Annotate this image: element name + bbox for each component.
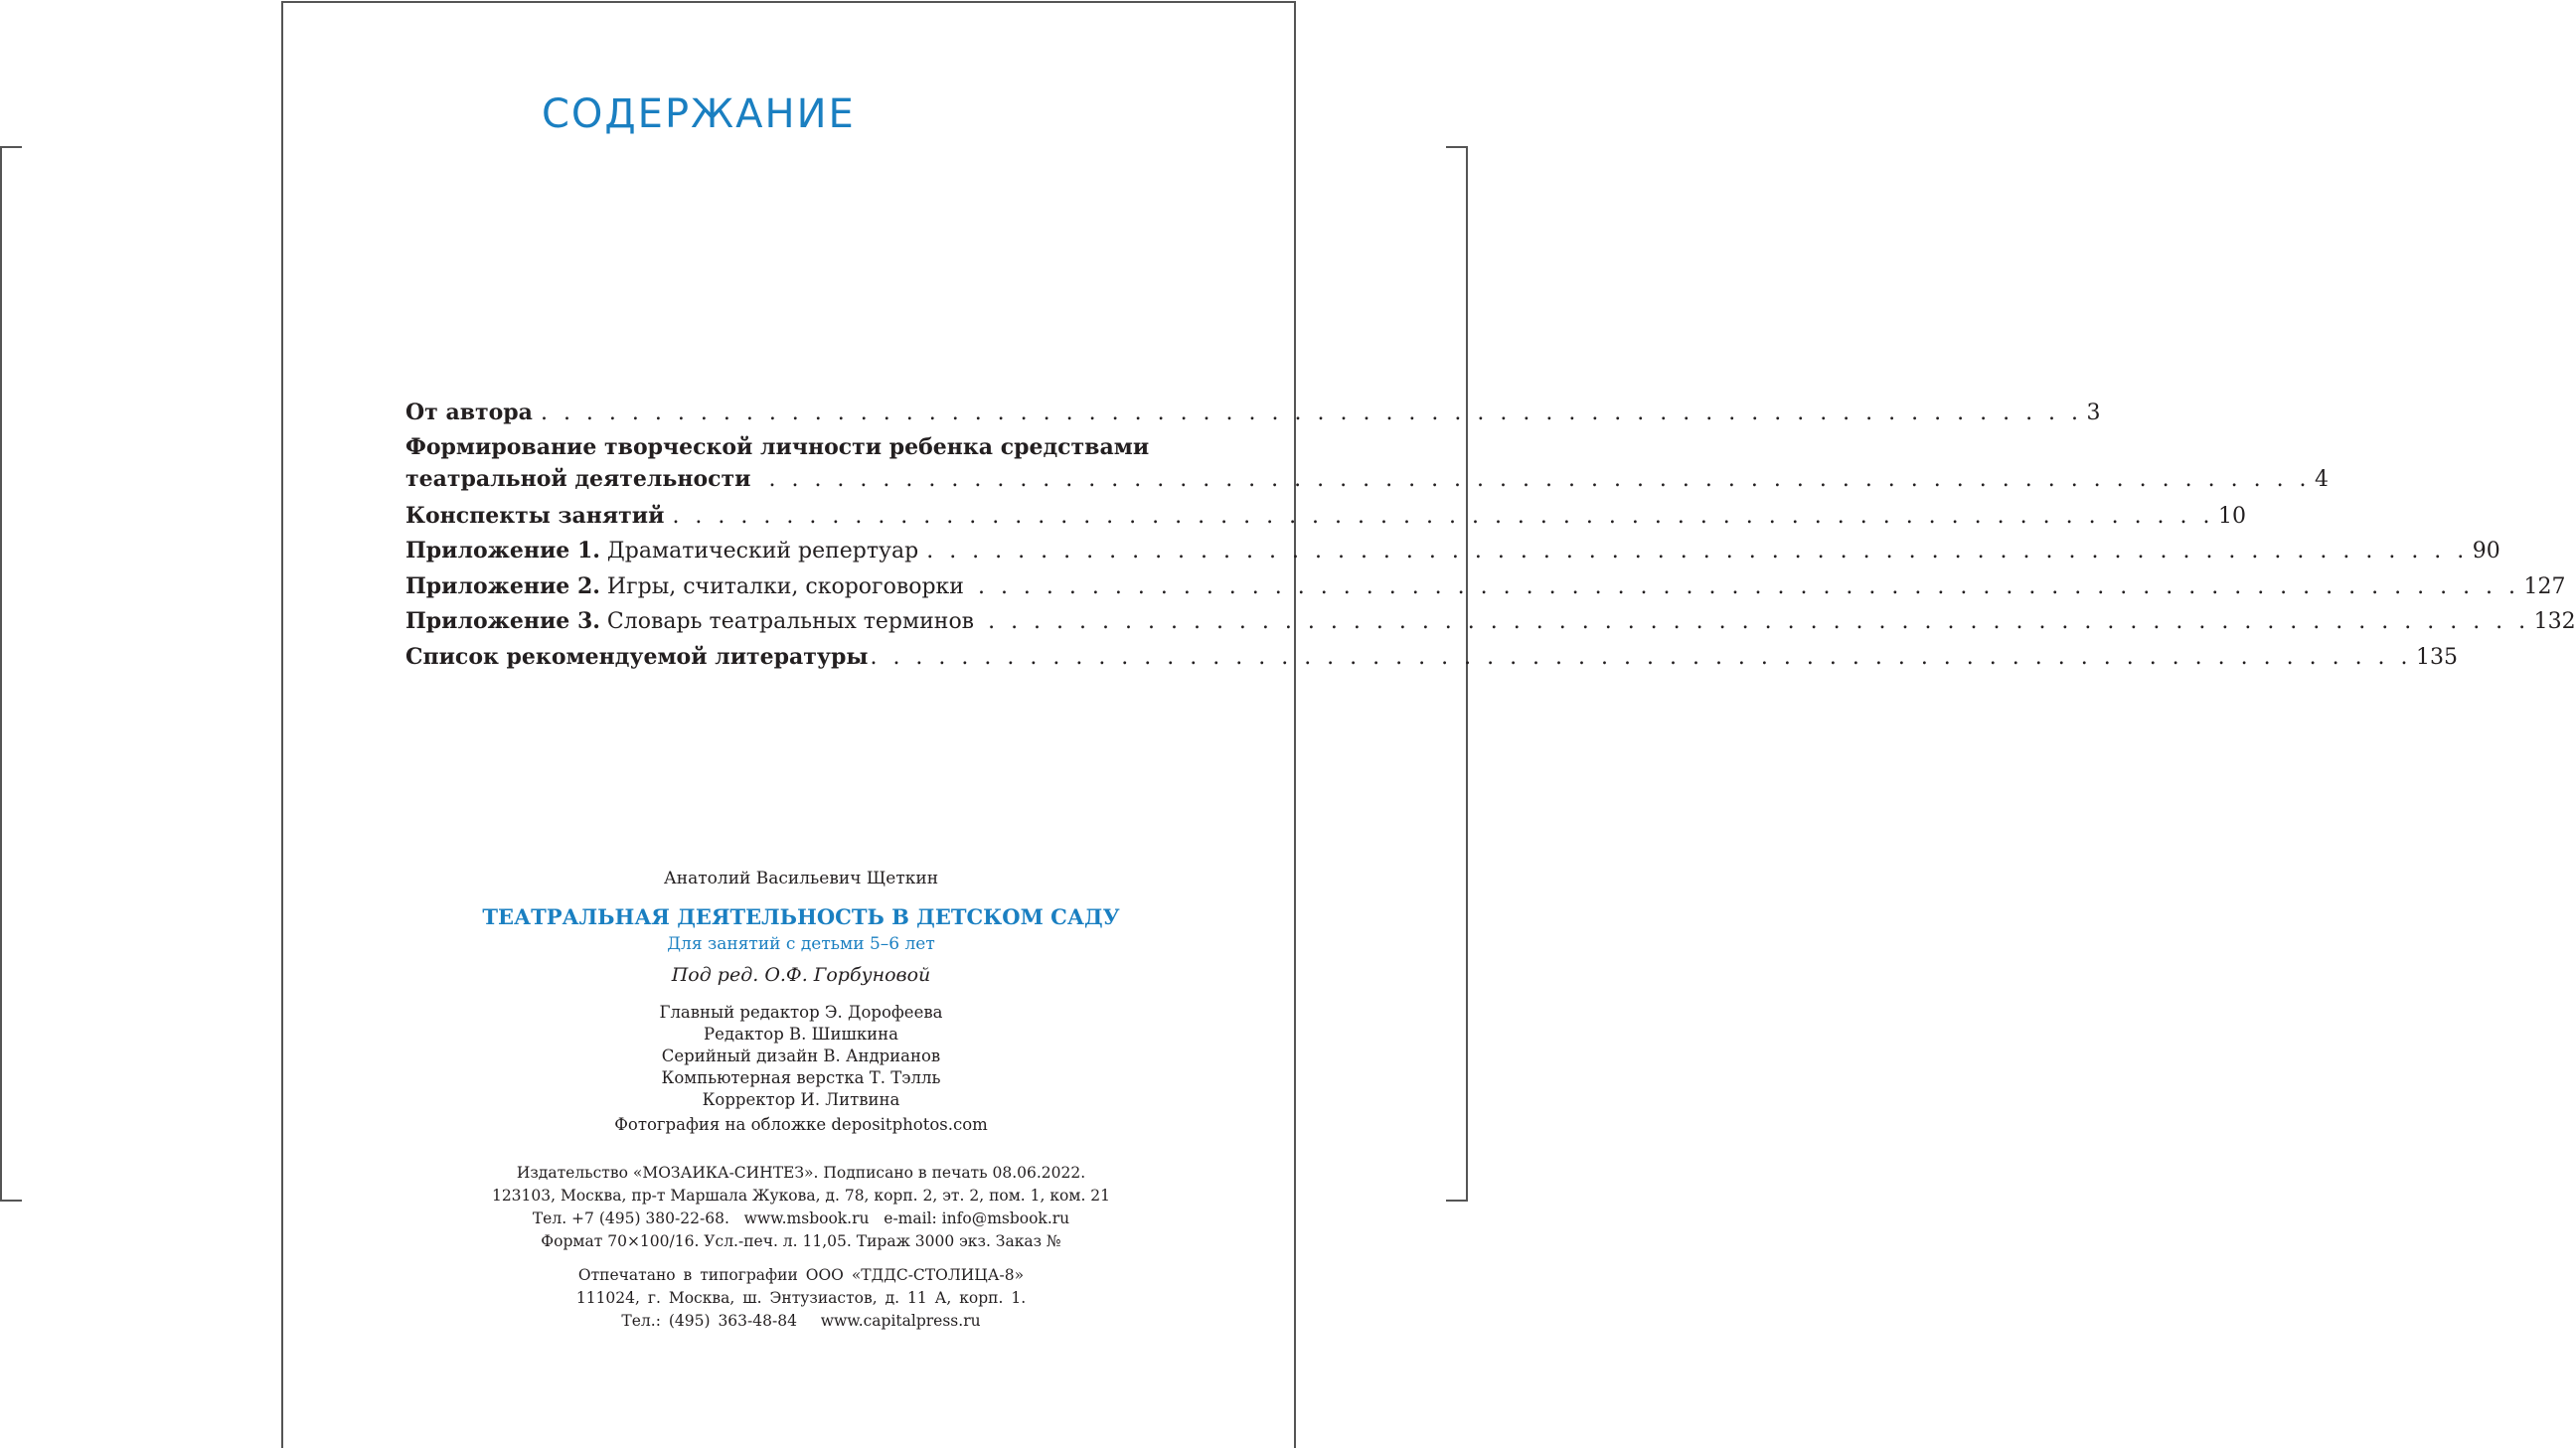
toc-entry-heading: Конспекты занятий bbox=[405, 502, 665, 529]
imprint-edited-by: Под ред. О.Ф. Горбуновой bbox=[671, 964, 931, 986]
toc-entry-from-author[interactable] bbox=[405, 396, 2101, 431]
toc-leader-dots: . . . . . . . . . . . . . . . . . . . . . . . . . . . . . . . . . . . . . . . . . . . . . . . . . . . . . . . . . . . . . . . . . . . . bbox=[672, 503, 2215, 529]
credit-line: Главный редактор Э. Дорофеева bbox=[659, 1003, 943, 1022]
toc-page-number: 90 bbox=[2472, 539, 2500, 564]
imprint-printer bbox=[298, 1264, 1304, 1333]
printer-line: Тел.: (495) 363-48-84 www.capitalpress.ru bbox=[621, 1312, 981, 1330]
toc-entry-appendix-2[interactable] bbox=[405, 569, 2566, 605]
toc-entry-references[interactable] bbox=[405, 640, 2459, 676]
trim-mark-right-foot bbox=[1294, 1438, 1296, 1448]
toc-leader-dots: . . . . . . . . . . . . . . . . . . . . . . . . . . . . . . . . . . . . . . . . . . . . . . . . . . . . . . . . . . . . . . . . . . . . bbox=[870, 644, 2413, 670]
crop-mark-left bbox=[0, 146, 22, 1202]
publisher-line: Тел. +7 (495) 380-22-68. www.msbook.ru e-mail: info@msbook.ru bbox=[532, 1209, 1070, 1227]
toc-entry-formation[interactable] bbox=[405, 431, 1199, 463]
toc-leader-dots: . . . . . . . . . . . . . . . . . . . . . . . . . . . . . . . . . . . . . . . . . . . . . . . . . . . . . . . . . . . . . . . . . . . . bbox=[988, 609, 2530, 634]
table-of-contents bbox=[405, 396, 2576, 675]
toc-entry-heading: театральной деятельности bbox=[405, 465, 751, 492]
printer-line: 111024, г. Москва, ш. Энтузиастов, д. 11 А, корп. 1. bbox=[575, 1289, 1027, 1307]
imprint-publisher bbox=[298, 1162, 1304, 1253]
toc-entry-heading: Приложение 3. bbox=[405, 608, 600, 634]
credit-line: Серийный дизайн В. Андрианов bbox=[661, 1047, 941, 1065]
imprint-book-title: ТЕАТРАЛЬНАЯ ДЕЯТЕЛЬНОСТЬ В ДЕТСКОМ САДУ bbox=[482, 904, 1120, 929]
credit-line: Корректор И. Литвина bbox=[702, 1090, 900, 1109]
trim-mark-left-foot bbox=[281, 1438, 283, 1448]
toc-leader-dots: . . . . . . . . . . . . . . . . . . . . . . . . . . . . . . . . . . . . . . . . . . . . . . . . . . . . . . . . . . . . . . . . . . . . bbox=[926, 539, 2469, 564]
imprint-credits bbox=[298, 1002, 1304, 1111]
toc-page-number: 4 bbox=[2315, 466, 2330, 492]
publisher-line: Издательство «МОЗАИКА-СИНТЕЗ». Подписано в печать 08.06.2022. bbox=[516, 1164, 1086, 1182]
toc-page-number: 135 bbox=[2416, 644, 2459, 670]
toc-entry-appendix-3[interactable] bbox=[405, 604, 2576, 640]
toc-page-number: 10 bbox=[2218, 503, 2247, 529]
credit-line: Редактор В. Шишкина bbox=[704, 1025, 898, 1044]
toc-entry-heading: Список рекомендуемой литературы bbox=[405, 643, 869, 670]
toc-entry-text: Словарь театральных терминов bbox=[599, 609, 975, 634]
toc-leader-dots: . . . . . . . . . . . . . . . . . . . . . . . . . . . . . . . . . . . . . . . . . . . . . . . . . . . . . . . . . . . . . . . . . . . . bbox=[977, 573, 2520, 599]
toc-entry-lesson-notes[interactable] bbox=[405, 499, 2247, 535]
printer-line: Отпечатано в типографии ООО «ТДДС-СТОЛИЦА-8» bbox=[577, 1266, 1025, 1284]
toc-entry-heading: От автора bbox=[405, 400, 533, 425]
toc-entry-heading: Приложение 1. bbox=[405, 538, 600, 564]
toc-page-number: 132 bbox=[2533, 609, 2576, 634]
toc-title: СОДЕРЖАНИЕ bbox=[542, 91, 856, 137]
toc-page-number: 3 bbox=[2086, 401, 2101, 425]
imprint-photo-credit: Фотография на обложке depositphotos.com bbox=[614, 1115, 988, 1134]
toc-page-number: 127 bbox=[2523, 573, 2566, 599]
toc-leader-dots: . . . . . . . . . . . . . . . . . . . . . . . . . . . . . . . . . . . . . . . . . . . . . . . . . . . . . . . . . . . . . . . . . . . . bbox=[768, 466, 2312, 492]
toc-entry-text: Игры, считалки, скороговорки bbox=[599, 573, 964, 599]
toc-entry-heading: Приложение 2. bbox=[405, 572, 600, 599]
toc-entry-text: Драматический репертуар bbox=[599, 539, 919, 564]
imprint-book-subtitle: Для занятий с детьми 5–6 лет bbox=[667, 934, 935, 954]
publisher-line: Формат 70×100/16. Усл.-печ. л. 11,05. Тираж 3000 экз. Заказ № bbox=[541, 1232, 1061, 1250]
credit-line: Компьютерная верстка Т. Тэлль bbox=[661, 1068, 941, 1087]
toc-entry-appendix-1[interactable] bbox=[405, 534, 2500, 569]
toc-entry-formation-cont[interactable] bbox=[405, 463, 2330, 499]
toc-entry-heading: Формирование творческой личности ребенка средствами bbox=[405, 433, 1150, 460]
publisher-line: 123103, Москва, пр-т Маршала Жукова, д. 78, корп. 2, эт. 2, пом. 1, ком. 21 bbox=[491, 1187, 1111, 1205]
imprint-author: Анатолий Васильевич Щеткин bbox=[663, 869, 939, 888]
toc-leader-dots: . . . . . . . . . . . . . . . . . . . . . . . . . . . . . . . . . . . . . . . . . . . . . . . . . . . . . . . . . . . . . . . . . . . . bbox=[540, 401, 2083, 425]
